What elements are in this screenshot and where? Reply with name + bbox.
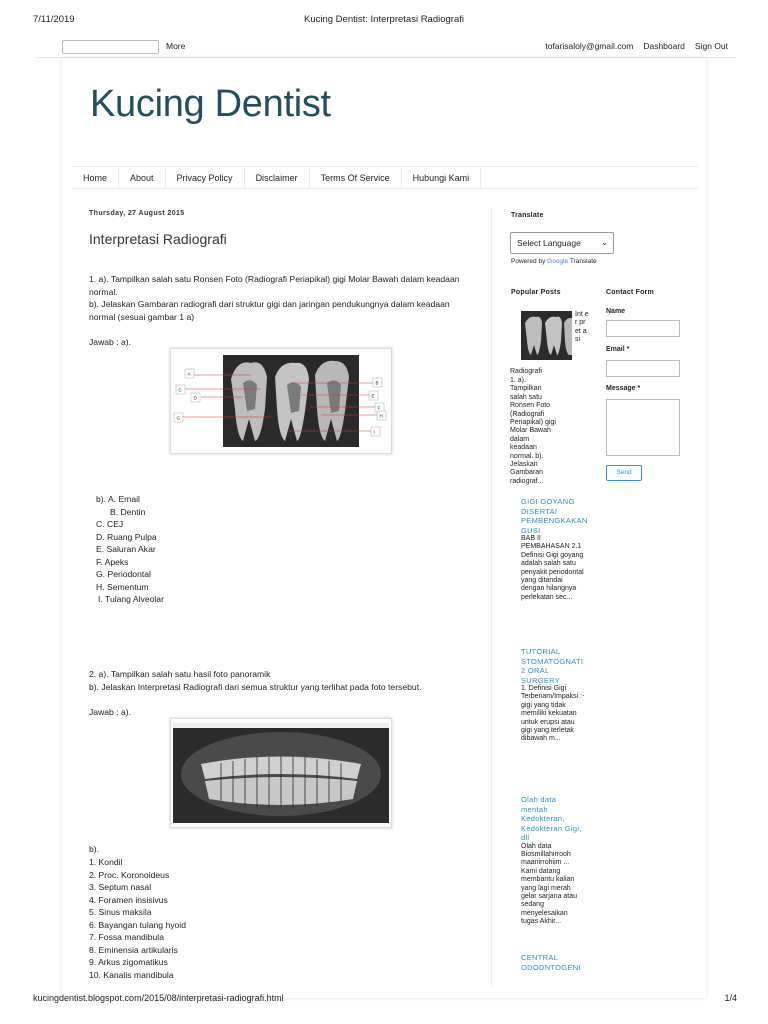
answer-2-item: 1. Kondil — [89, 857, 123, 867]
translate-heading: Translate — [511, 212, 544, 219]
answer-2-b-label: b). — [89, 844, 100, 854]
popular-post-title-end[interactable]: Radiografi — [510, 368, 542, 375]
tab-hubungi-kami[interactable]: Hubungi Kami — [402, 167, 482, 188]
popular-post — [521, 795, 585, 927]
sidebar-divider — [491, 208, 492, 988]
page-tabs — [72, 166, 698, 189]
answer-1-item: D. Ruang Pulpa — [96, 531, 157, 542]
tab-about[interactable]: About — [119, 167, 166, 188]
xray-label-f: F — [377, 405, 381, 411]
navbar-account — [545, 41, 728, 51]
navbar-more-link[interactable]: More — [166, 41, 186, 51]
contact-email-input[interactable] — [606, 360, 680, 377]
language-select-value: Select Language — [517, 238, 581, 248]
navbar-signout-link[interactable]: Sign Out — [694, 41, 728, 51]
contact-name-input[interactable] — [606, 320, 680, 337]
answer-2-label: Jawab : a). — [89, 707, 132, 717]
contact-form-heading: Contact Form — [606, 289, 654, 296]
popular-post — [521, 953, 585, 972]
answer-2-list — [89, 856, 469, 981]
print-header — [0, 14, 768, 28]
answer-2-item: 6. Bayangan tulang hyoid — [89, 919, 186, 930]
tab-privacy-policy[interactable]: Privacy Policy — [166, 167, 245, 188]
blog-title[interactable]: Kucing Dentist — [90, 83, 331, 125]
popular-post-snippet: 1. a). Tampilkan salah satu Ronsen Foto (Radiografi Periapikal) gigi Molar Bawah dalam keadaan normal. b). Jelaskan Gambaran radiograf... — [510, 377, 556, 485]
answer-1-item: I. Tulang Alveolar — [98, 594, 164, 604]
question-2a: 2. a). Tampilkan salah satu hasil foto panoramik — [89, 669, 271, 679]
print-title: Kucing Dentist: Interpretasi Radiografi — [304, 14, 464, 25]
xray-label-i: I — [373, 429, 375, 435]
answer-2-item: 5. Sinus maksila — [89, 907, 152, 917]
answer-2-item: 9. Arkus zigomatikus — [89, 957, 168, 967]
contact-send-button[interactable]: Send — [606, 465, 642, 481]
answer-2-item: 4. Foramen insisivus — [89, 894, 168, 905]
answer-1-item: E. Saluran Akar — [96, 544, 156, 554]
popular-post-link[interactable]: TUTORIAL STOMATOGNATI 2 ORAL SURGERY — [521, 647, 584, 685]
answer-2-item: 10. Kanalis mandibula — [89, 969, 174, 980]
popular-post — [521, 647, 585, 744]
xray-label-c: C — [178, 387, 182, 393]
popular-post-link[interactable]: Olah data mentah Kedokteran, Kedokteran Gigi, dll — [521, 795, 582, 842]
periapical-radiograph-image — [170, 348, 392, 454]
answer-2-item: 3. Septum nasal — [89, 882, 152, 892]
translate-link[interactable]: Translate — [569, 258, 597, 265]
contact-message-label: Message * — [606, 385, 641, 392]
popular-posts-heading: Popular Posts — [511, 289, 561, 296]
answer-1-label: Jawab : a). — [89, 337, 132, 347]
tab-terms-of-service[interactable]: Terms Of Service — [310, 167, 402, 188]
answer-1-item: F. Apeks — [96, 556, 129, 567]
answer-2-item: 8. Eminensia artikularis — [89, 944, 178, 955]
popular-post-link[interactable]: GIGI GOYANG DISERTAI PEMBENGKAKAN GUSI — [521, 497, 588, 535]
xray-label-g: G — [176, 415, 181, 421]
tab-disclaimer[interactable]: Disclaimer — [245, 167, 310, 188]
language-select[interactable] — [510, 232, 614, 254]
navbar-dashboard-link[interactable]: Dashboard — [643, 41, 685, 51]
google-logo[interactable]: Google — [547, 258, 569, 265]
question-2b: b). Jelaskan Interpretasi Radiografi dari semua struktur yang terlihat pada foto tersebut. — [89, 682, 422, 692]
xray-label-b: B — [375, 380, 379, 386]
xray-label-d: D — [193, 395, 197, 401]
tab-home[interactable]: Home — [72, 167, 119, 188]
answer-2-item: 7. Fossa mandibula — [89, 932, 164, 942]
contact-email-label: Email * — [606, 346, 630, 353]
answer-1-item: C. CEJ — [96, 519, 124, 529]
navbar-search-input[interactable] — [62, 40, 159, 54]
answer-1-item: G. Periodontal — [96, 569, 151, 579]
powered-by-google-translate — [511, 258, 597, 265]
popular-post-link[interactable]: CENTRAL ODODNTOGENI — [521, 953, 581, 972]
post-title[interactable]: Interpretasi Radiografi — [89, 230, 227, 247]
answer-1-item: b). A. Email — [96, 494, 140, 504]
blog-page — [62, 58, 706, 998]
question-1a: 1. a). Tampilkan salah satu Ronsen Foto (Radiografi Periapikal) gigi Molar Bawah dalam keadaan normal. — [89, 274, 460, 297]
post-main — [89, 208, 469, 980]
post-date: Thursday, 27 August 2015 — [89, 210, 185, 217]
powered-by-text: Powered by — [511, 258, 546, 265]
question-1b: b). Jelaskan Gambaran radiografi dari struktur gigi dan jaringan pendukungnya dalam keadaan normal (sesuai gambar 1 a) — [89, 299, 450, 322]
popular-post-thumbnail[interactable] — [521, 311, 572, 360]
answer-2-item: 2. Proc. Koronoideus — [89, 869, 170, 880]
answer-1-list — [89, 493, 469, 606]
popular-post — [521, 497, 588, 602]
blogger-navbar — [36, 36, 736, 58]
answer-1-item: H. Sementum — [96, 581, 149, 592]
xray-label-e: E — [371, 393, 375, 399]
print-url: kucingdentist.blogspot.com/2015/08/interpretasi-radiografi.html — [33, 993, 284, 1003]
xray-label-a: A — [187, 371, 191, 377]
print-date: 7/11/2019 — [33, 14, 75, 25]
xray-label-h: H — [379, 413, 383, 419]
popular-post-snippet: 1. Definisi Gigi Terbenam/Impaksi :- gigi yang tidak memiliki kekuatan untuk erupsi atau gigi yang terletak dibawah m... — [521, 685, 585, 743]
popular-post-snippet: BAB II PEMBAHASAN 2.1 Definisi Gigi goyang adalah salah satu penyakit periodontal yang ditandai dengan hilangnya perlekatan sec... — [521, 535, 584, 601]
contact-name-label: Name — [606, 308, 626, 315]
contact-message-textarea[interactable] — [606, 399, 680, 456]
answer-1-item: B. Dentin — [110, 506, 146, 517]
print-page-number: 1/4 — [724, 993, 737, 1003]
popular-post-snippet: Olah data Biosmillahirrooh maanirrohiim ... Kami datang membantu kalian yang lagi merah gelar sarjana atau sedang menyelesaikan tugas Akhir... — [521, 842, 578, 926]
chevron-down-icon: ⌄ — [601, 238, 608, 247]
popular-post-title-fragment[interactable]: Int er pr et a si — [575, 311, 589, 344]
panoramic-radiograph-image — [170, 718, 392, 828]
navbar-email: tofarisaloly@gmail.com — [545, 41, 634, 51]
